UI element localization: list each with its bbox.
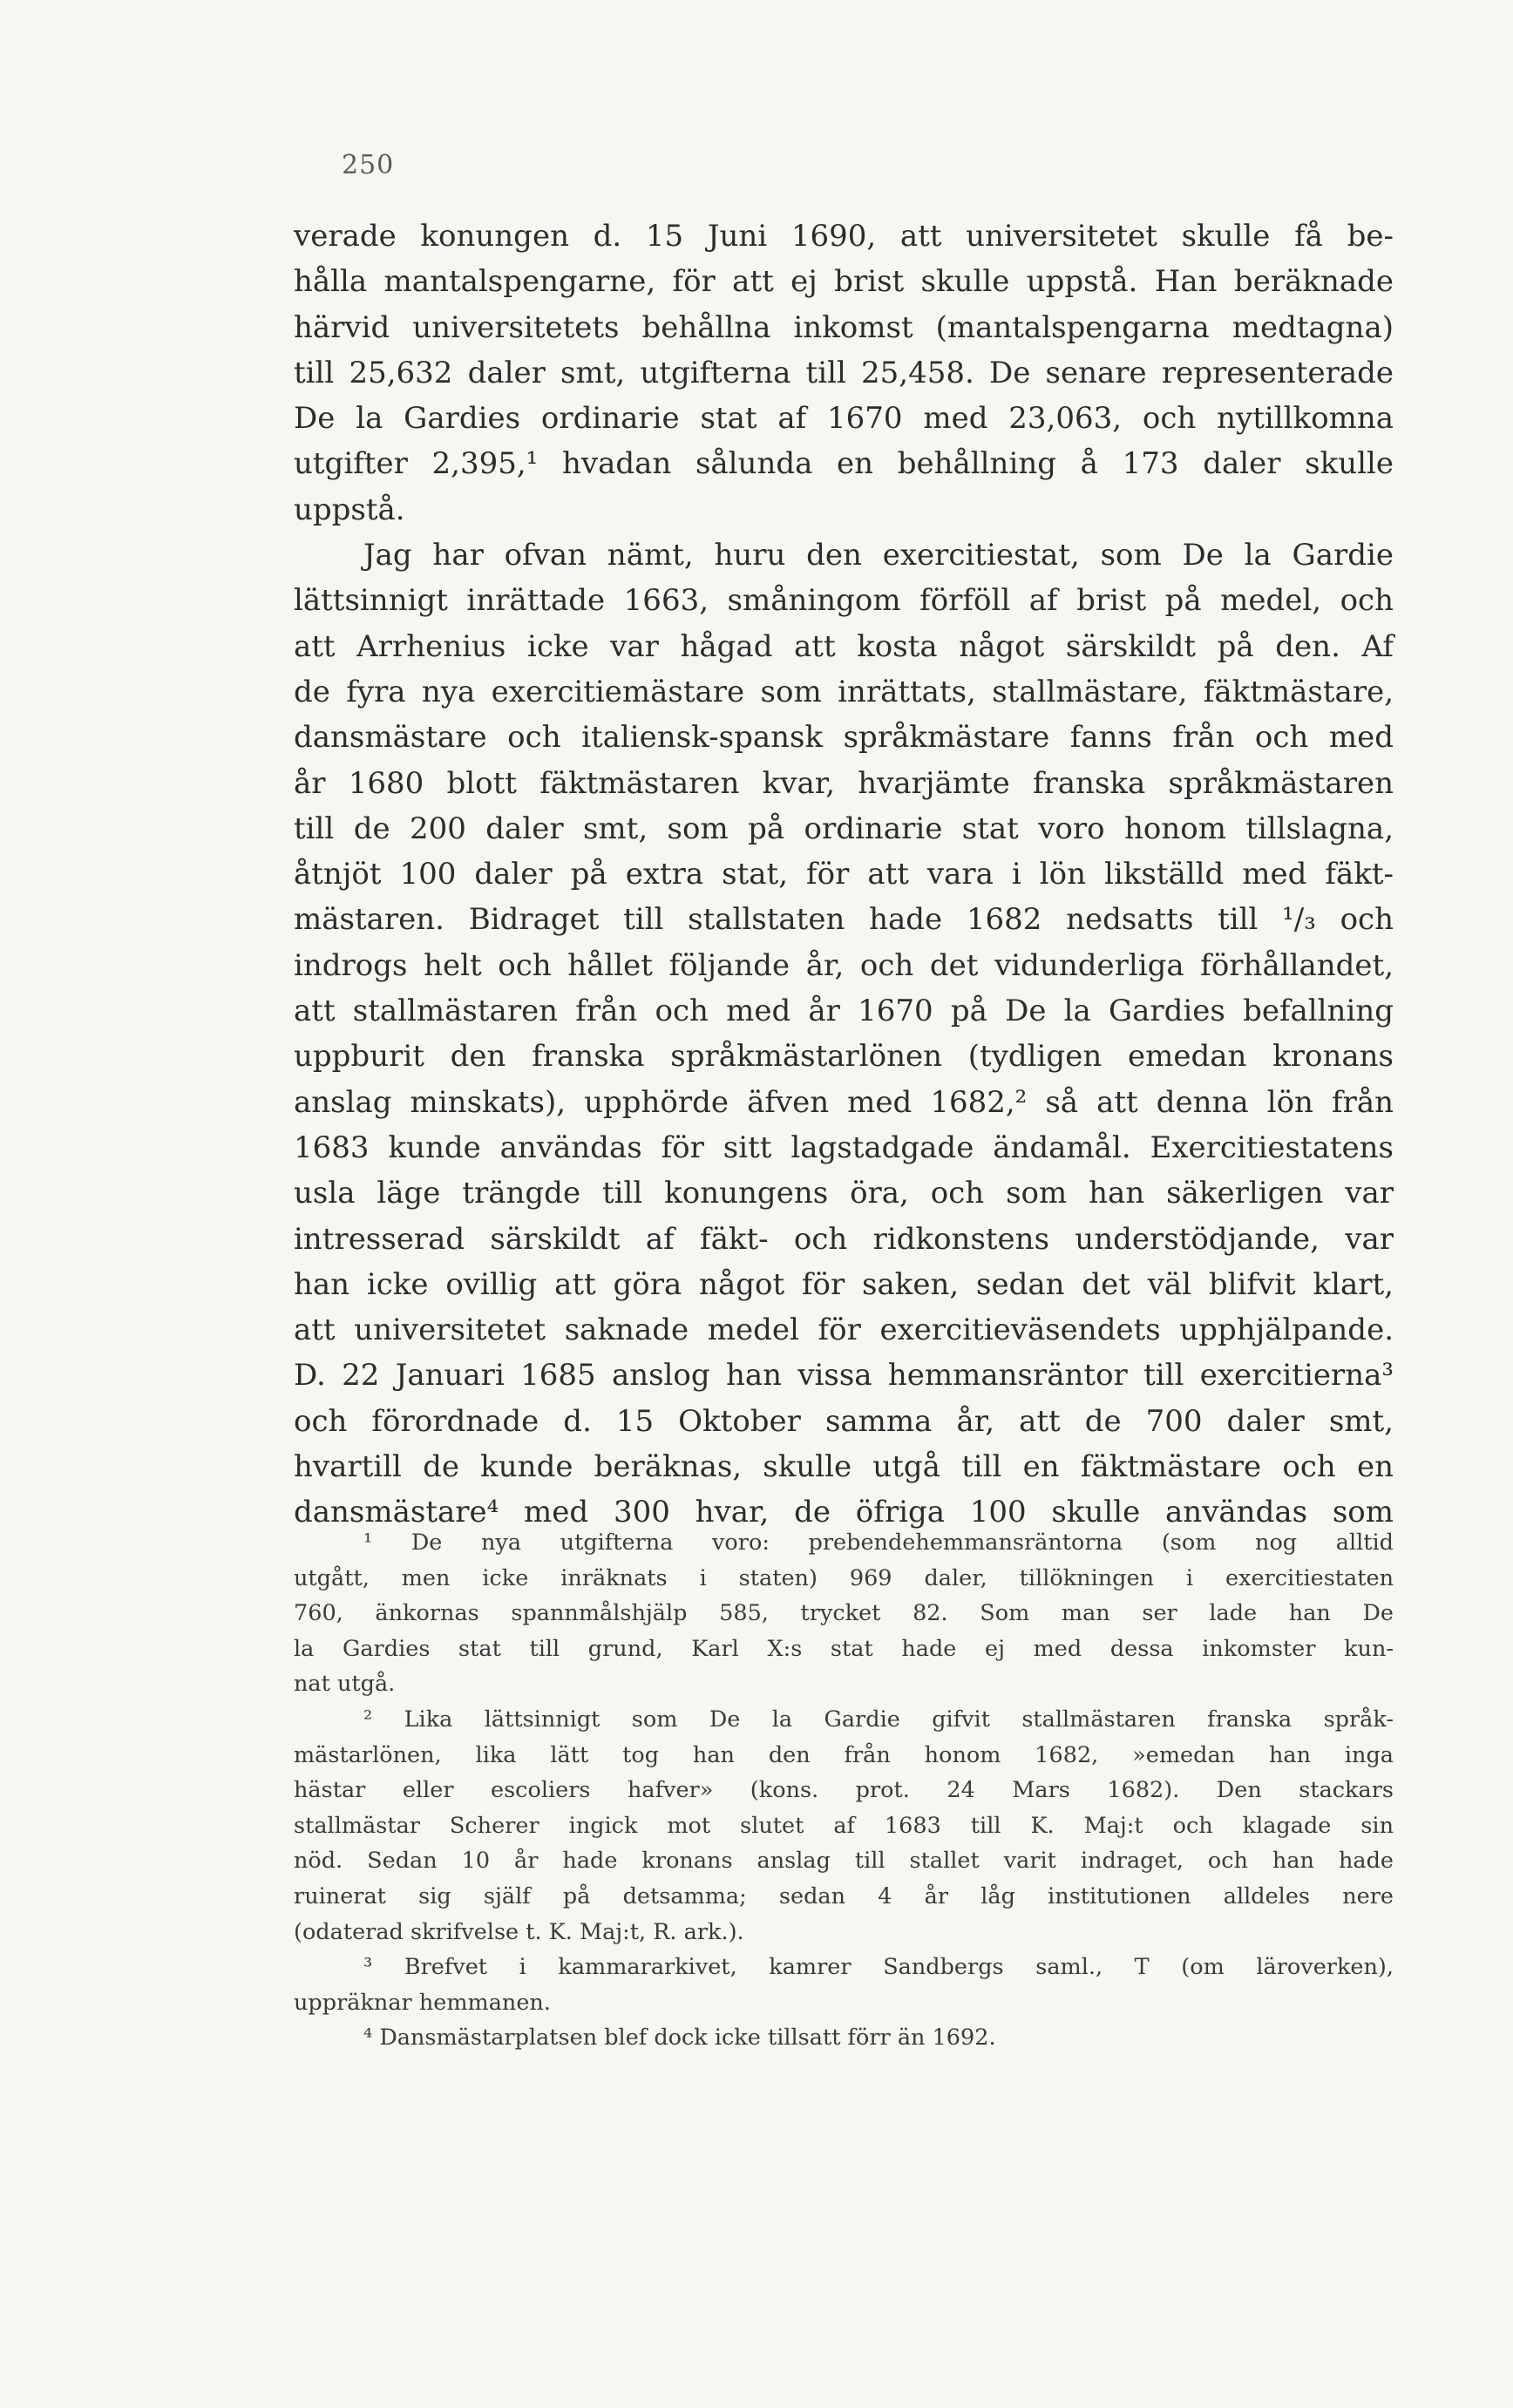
body-line: hvartill de kunde beräknas, skulle utgå till en fäktmästare och en (294, 1449, 1394, 1485)
body-line: utgifter 2,395,¹ hvadan sålunda en behållning å 173 daler skulle (294, 446, 1394, 482)
footnote-line: stallmästar Scherer ingick mot slutet af 1683 till K. Maj:t och klagade sin (294, 1812, 1394, 1839)
body-line: De la Gardies ordinarie stat af 1670 med 23,063, och nytillkomna (294, 401, 1394, 437)
body-line: uppstå. (294, 492, 405, 527)
body-line: verade konungen d. 15 Juni 1690, att universitetet skulle få be- (294, 219, 1394, 254)
footnote-line: ¹ De nya utgifterna voro: prebendehemmansräntorna (som nog alltid (363, 1530, 1394, 1556)
footnote-line: nöd. Sedan 10 år hade kronans anslag till stallet varit indraget, och han hade (294, 1848, 1394, 1875)
body-line: han icke ovillig att göra något för saken, sedan det väl blifvit klart, (294, 1266, 1394, 1302)
footnote-line: ⁴ Dansmästarplatsen blef dock icke tillsatt förr än 1692. (363, 2025, 996, 2052)
body-line: dansmästare⁴ med 300 hvar, de öfriga 100 skulle användas som (294, 1495, 1394, 1530)
footnote-line: 760, änkornas spannmålshjälp 585, trycket 82. Som man ser lade han De (294, 1600, 1394, 1627)
body-line: usla läge trängde till konungens öra, och som han säkerligen var (294, 1176, 1394, 1211)
footnote-line: uppräknar hemmanen. (294, 1989, 551, 2016)
body-line: lättsinnigt inrättade 1663, småningom förföll af brist på medel, och (294, 583, 1394, 619)
body-line: till de 200 daler smt, som på ordinarie stat voro honom tillslagna, (294, 811, 1394, 846)
footnote-line: ² Lika lättsinnigt som De la Gardie gifvit stallmästaren franska språk- (363, 1706, 1394, 1733)
footnote-line: ruinerat sig själf på detsamma; sedan 4 år låg institutionen alldeles nere (294, 1882, 1394, 1909)
body-line: och förordnade d. 15 Oktober samma år, att de 700 daler smt, (294, 1403, 1394, 1439)
body-line: åtnjöt 100 daler på extra stat, för att vara i lön likställd med fäkt- (294, 857, 1394, 892)
body-line: D. 22 Januari 1685 anslog han vissa hemmansräntor till exercitierna³ (294, 1358, 1394, 1394)
body-line: uppburit den franska språkmästarlönen (tydligen emedan kronans (294, 1039, 1394, 1075)
footnotes (294, 1525, 1394, 2056)
footnote-line: utgått, men icke inräknats i staten) 969 daler, tillökningen i exercitiestaten (294, 1564, 1394, 1591)
body-line: att stallmästaren från och med år 1670 på De la Gardies befallning (294, 994, 1394, 1029)
body-line: att universitetet saknade medel för exercitieväsendets upphjälpande. (294, 1313, 1394, 1348)
body-line: de fyra nya exercitiemästare som inrättats, stallmästare, fäktmästare, (294, 674, 1394, 709)
body-line: 1683 kunde användas för sitt lagstadgade ändamål. Exercitiestatens (294, 1129, 1394, 1165)
body-line: dansmästare och italiensk-spansk språkmästare fanns från och med (294, 720, 1394, 756)
body-line: att Arrhenius icke var hågad att kosta något särskildt på den. Af (294, 628, 1394, 664)
footnote-line: nat utgå. (294, 1671, 396, 1698)
body-line: år 1680 blott fäktmästaren kvar, hvarjämte franska språkmästaren (294, 765, 1394, 801)
body-text (294, 214, 1394, 1536)
body-line: hålla mantalspengarne, för att ej brist skulle uppstå. Han beräknade (294, 264, 1394, 300)
footnote-line: (odaterad skrifvelse t. K. Maj:t, R. ark.). (294, 1918, 744, 1945)
page-number: 250 (342, 150, 395, 180)
footnote-line: hästar eller escoliers hafver» (kons. prot. 24 Mars 1682). Den stackars (294, 1777, 1394, 1804)
footnote-line: ³ Brefvet i kammararkivet, kamrer Sandbergs saml., T (om läroverken), (363, 1954, 1394, 1981)
body-line: Jag har ofvan nämt, huru den exercitiestat, som De la Gardie (363, 538, 1394, 573)
body-line: till 25,632 daler smt, utgifterna till 25,458. De senare representerade (294, 355, 1394, 390)
footnote-line: la Gardies stat till grund, Karl X:s stat hade ej med dessa inkomster kun- (294, 1635, 1394, 1662)
body-line: intresserad särskildt af fäkt- och ridkonstens understödjande, var (294, 1221, 1394, 1257)
body-line: indrogs helt och hållet följande år, och det vidunderliga förhållandet, (294, 947, 1394, 983)
body-line: mästaren. Bidraget till stallstaten hade 1682 nedsatts till ¹/₃ och (294, 902, 1394, 938)
body-line: anslag minskats), upphörde äfven med 1682,² så att denna lön från (294, 1084, 1394, 1120)
body-line: härvid universitetets behållna inkomst (mantalspengarna medtagna) (294, 309, 1394, 345)
footnote-line: mästarlönen, lika lätt tog han den från honom 1682, »emedan han inga (294, 1741, 1394, 1768)
